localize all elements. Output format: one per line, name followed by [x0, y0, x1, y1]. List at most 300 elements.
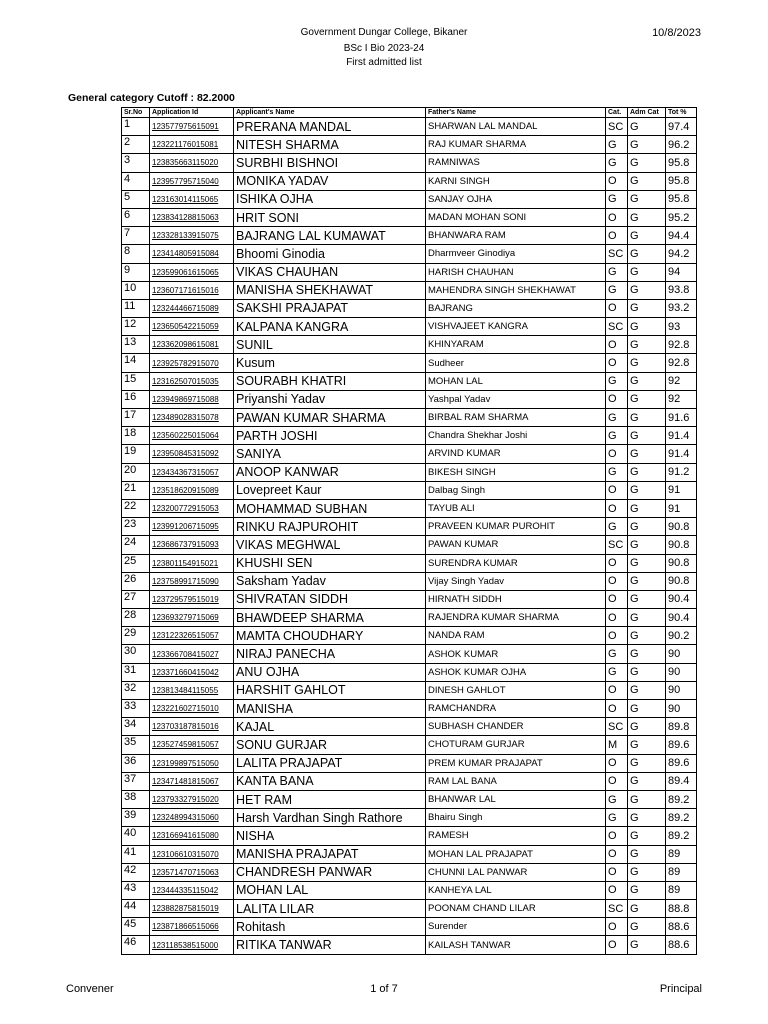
cell-total-percent: 91.6 [666, 409, 697, 427]
cell-application-id: 123577975615091 [150, 118, 234, 136]
cell-application-id: 123650542215059 [150, 318, 234, 336]
cell-applicant-name: ANOOP KANWAR [234, 463, 426, 481]
cell-application-id: 123200772915053 [150, 499, 234, 517]
cell-category: O [606, 481, 628, 499]
cell-application-id: 123607171615016 [150, 281, 234, 299]
cell-applicant-name: NISHA [234, 827, 426, 845]
table-row [122, 863, 697, 881]
cell-application-id: 123834128815063 [150, 208, 234, 226]
cell-total-percent: 97.4 [666, 118, 697, 136]
cell-total-percent: 89.4 [666, 772, 697, 790]
cell-category: G [606, 790, 628, 808]
cell-total-percent: 93.8 [666, 281, 697, 299]
cell-srno: 39 [122, 809, 150, 827]
cell-father-name: CHOTURAM GURJAR [426, 736, 606, 754]
cell-adm-category: G [628, 863, 666, 881]
cell-total-percent: 94 [666, 263, 697, 281]
page-number: 1 of 7 [370, 983, 398, 995]
cell-applicant-name: SANIYA [234, 445, 426, 463]
table-row [122, 700, 697, 718]
cell-father-name: SHARWAN LAL MANDAL [426, 118, 606, 136]
cell-applicant-name: HRIT SONI [234, 208, 426, 226]
table-row [122, 390, 697, 408]
cell-total-percent: 89.6 [666, 754, 697, 772]
table-row [122, 809, 697, 827]
cell-category: SC [606, 245, 628, 263]
cell-adm-category: G [628, 299, 666, 317]
cell-applicant-name: NITESH SHARMA [234, 136, 426, 154]
cell-application-id: 123166941615080 [150, 827, 234, 845]
cell-applicant-name: KHUSHI SEN [234, 554, 426, 572]
cell-applicant-name: BAJRANG LAL KUMAWAT [234, 227, 426, 245]
cell-total-percent: 89 [666, 881, 697, 899]
cell-srno: 32 [122, 681, 150, 699]
cell-category: O [606, 700, 628, 718]
cell-applicant-name: Priyanshi Yadav [234, 390, 426, 408]
cell-adm-category: G [628, 154, 666, 172]
cell-father-name: DINESH GAHLOT [426, 681, 606, 699]
table-row [122, 190, 697, 208]
table-row [122, 354, 697, 372]
cell-total-percent: 96.2 [666, 136, 697, 154]
cell-category: O [606, 499, 628, 517]
table-row [122, 900, 697, 918]
cell-total-percent: 95.8 [666, 154, 697, 172]
cell-application-id: 123162507015035 [150, 372, 234, 390]
cell-category: O [606, 863, 628, 881]
cell-application-id: 123366708415027 [150, 645, 234, 663]
table-row [122, 372, 697, 390]
cell-father-name: SUBHASH CHANDER [426, 718, 606, 736]
list-title: First admitted list [346, 57, 422, 68]
col-header-total-percent: Tot % [666, 108, 697, 118]
cell-application-id: 123957795715040 [150, 172, 234, 190]
cell-category: G [606, 372, 628, 390]
cell-category: SC [606, 118, 628, 136]
cell-applicant-name: Harsh Vardhan Singh Rathore [234, 809, 426, 827]
cell-father-name: RAMCHANDRA [426, 700, 606, 718]
cell-adm-category: G [628, 518, 666, 536]
cell-total-percent: 92 [666, 390, 697, 408]
cell-applicant-name: VIKAS MEGHWAL [234, 536, 426, 554]
cell-adm-category: G [628, 536, 666, 554]
cell-adm-category: G [628, 772, 666, 790]
cell-applicant-name: MOHAN LAL [234, 881, 426, 899]
cell-category: G [606, 663, 628, 681]
table-row [122, 554, 697, 572]
cell-category: G [606, 154, 628, 172]
cell-applicant-name: MAMTA CHOUDHARY [234, 627, 426, 645]
cell-father-name: BHANWAR LAL [426, 790, 606, 808]
table-row [122, 772, 697, 790]
cell-srno: 24 [122, 536, 150, 554]
cell-srno: 29 [122, 627, 150, 645]
cell-application-id: 123835663115020 [150, 154, 234, 172]
table-row [122, 609, 697, 627]
cell-applicant-name: MOHAMMAD SUBHAN [234, 499, 426, 517]
cell-applicant-name: MANISHA [234, 700, 426, 718]
cell-applicant-name: KAJAL [234, 718, 426, 736]
cell-srno: 14 [122, 354, 150, 372]
cell-application-id: 123244466715089 [150, 299, 234, 317]
cell-adm-category: G [628, 609, 666, 627]
cell-applicant-name: HARSHIT GAHLOT [234, 681, 426, 699]
cell-category: O [606, 554, 628, 572]
cell-srno: 2 [122, 136, 150, 154]
cell-applicant-name: Rohitash [234, 918, 426, 936]
cell-father-name: HARISH CHAUHAN [426, 263, 606, 281]
cell-father-name: Bhairu Singh [426, 809, 606, 827]
cell-application-id: 123686737915093 [150, 536, 234, 554]
cell-total-percent: 95.8 [666, 190, 697, 208]
college-title: Government Dungar College, Bikaner [300, 27, 468, 38]
cell-application-id: 123221602715010 [150, 700, 234, 718]
cell-category: O [606, 208, 628, 226]
cell-srno: 30 [122, 645, 150, 663]
cell-srno: 17 [122, 409, 150, 427]
cell-category: G [606, 463, 628, 481]
table-row [122, 754, 697, 772]
cell-applicant-name: HET RAM [234, 790, 426, 808]
cell-total-percent: 92.8 [666, 336, 697, 354]
cell-father-name: RAM LAL BANA [426, 772, 606, 790]
cell-father-name: ASHOK KUMAR [426, 645, 606, 663]
cell-category: O [606, 881, 628, 899]
cell-total-percent: 90.4 [666, 590, 697, 608]
cell-application-id: 123560225015064 [150, 427, 234, 445]
cell-total-percent: 91.2 [666, 463, 697, 481]
cell-srno: 45 [122, 918, 150, 936]
table-body [122, 118, 697, 955]
cell-adm-category: G [628, 409, 666, 427]
cell-application-id: 123991206715095 [150, 518, 234, 536]
cell-category: SC [606, 318, 628, 336]
cell-father-name: KARNI SINGH [426, 172, 606, 190]
cell-category: G [606, 409, 628, 427]
cell-application-id: 123471481815067 [150, 772, 234, 790]
cell-applicant-name: SURBHI BISHNOI [234, 154, 426, 172]
cell-father-name: BIRBAL RAM SHARMA [426, 409, 606, 427]
cell-srno: 22 [122, 499, 150, 517]
cell-father-name: Dharmveer Ginodiya [426, 245, 606, 263]
cell-srno: 44 [122, 900, 150, 918]
cell-total-percent: 90 [666, 681, 697, 699]
cell-application-id: 123199897515050 [150, 754, 234, 772]
cell-application-id: 123221176015081 [150, 136, 234, 154]
cell-applicant-name: MONIKA YADAV [234, 172, 426, 190]
cell-applicant-name: SHIVRATAN SIDDH [234, 590, 426, 608]
cell-application-id: 123729579515019 [150, 590, 234, 608]
cell-father-name: Sudheer [426, 354, 606, 372]
cell-adm-category: G [628, 845, 666, 863]
cell-father-name: BAJRANG [426, 299, 606, 317]
cell-father-name: Vijay Singh Yadav [426, 572, 606, 590]
cell-total-percent: 94.2 [666, 245, 697, 263]
cell-category: O [606, 681, 628, 699]
cell-adm-category: G [628, 354, 666, 372]
cell-category: G [606, 136, 628, 154]
cell-application-id: 123328133915075 [150, 227, 234, 245]
cell-total-percent: 95.2 [666, 208, 697, 226]
cell-srno: 4 [122, 172, 150, 190]
cell-category: SC [606, 536, 628, 554]
footer-convener: Convener [66, 983, 114, 995]
cell-total-percent: 90.8 [666, 518, 697, 536]
cell-application-id: 123758991715090 [150, 572, 234, 590]
cell-total-percent: 90 [666, 645, 697, 663]
cell-applicant-name: SONU GURJAR [234, 736, 426, 754]
cell-father-name: MOHAN LAL [426, 372, 606, 390]
cell-srno: 10 [122, 281, 150, 299]
cell-father-name: PRAVEEN KUMAR PUROHIT [426, 518, 606, 536]
cell-applicant-name: ISHIKA OJHA [234, 190, 426, 208]
cell-srno: 33 [122, 700, 150, 718]
table-row [122, 318, 697, 336]
cell-adm-category: G [628, 718, 666, 736]
cell-father-name: KANHEYA LAL [426, 881, 606, 899]
cell-father-name: MADAN MOHAN SONI [426, 208, 606, 226]
cell-application-id: 123599061615065 [150, 263, 234, 281]
cell-srno: 21 [122, 481, 150, 499]
table-row [122, 518, 697, 536]
admission-table [121, 107, 697, 955]
cell-father-name: CHUNNI LAL PANWAR [426, 863, 606, 881]
cell-total-percent: 88.6 [666, 918, 697, 936]
cell-application-id: 123571470715063 [150, 863, 234, 881]
cell-srno: 27 [122, 590, 150, 608]
cell-applicant-name: KANTA BANA [234, 772, 426, 790]
cell-application-id: 123882875815019 [150, 900, 234, 918]
cell-srno: 41 [122, 845, 150, 863]
cell-srno: 25 [122, 554, 150, 572]
table-row [122, 736, 697, 754]
cell-application-id: 123163014115065 [150, 190, 234, 208]
cell-father-name: KHINYARAM [426, 336, 606, 354]
col-header-adm-category: Adm Cat [628, 108, 666, 118]
table-row [122, 281, 697, 299]
cell-application-id: 123362098615081 [150, 336, 234, 354]
cell-total-percent: 90.8 [666, 554, 697, 572]
cell-father-name: MAHENDRA SINGH SHEKHAWAT [426, 281, 606, 299]
cell-total-percent: 89.8 [666, 718, 697, 736]
cell-total-percent: 94.4 [666, 227, 697, 245]
cell-adm-category: G [628, 136, 666, 154]
cell-category: O [606, 390, 628, 408]
col-header-application-id: Application Id [150, 108, 234, 118]
cell-applicant-name: SOURABH KHATRI [234, 372, 426, 390]
table-row [122, 590, 697, 608]
cell-father-name: POONAM CHAND LILAR [426, 900, 606, 918]
table-row [122, 336, 697, 354]
cell-srno: 34 [122, 718, 150, 736]
col-header-applicant-name: Applicant's Name [234, 108, 426, 118]
table-row [122, 245, 697, 263]
cell-srno: 13 [122, 336, 150, 354]
cell-total-percent: 90.8 [666, 572, 697, 590]
cell-srno: 43 [122, 881, 150, 899]
cell-total-percent: 91.4 [666, 445, 697, 463]
cell-applicant-name: BHAWDEEP SHARMA [234, 609, 426, 627]
cell-category: SC [606, 900, 628, 918]
cell-applicant-name: ANU OJHA [234, 663, 426, 681]
table-row [122, 118, 697, 136]
cell-total-percent: 89.2 [666, 809, 697, 827]
cell-adm-category: G [628, 736, 666, 754]
cell-adm-category: G [628, 390, 666, 408]
cell-father-name: Dalbag Singh [426, 481, 606, 499]
cell-father-name: ASHOK KUMAR OJHA [426, 663, 606, 681]
table-row [122, 663, 697, 681]
cell-adm-category: G [628, 645, 666, 663]
cell-category: G [606, 518, 628, 536]
cell-category: O [606, 590, 628, 608]
cell-applicant-name: Bhoomi Ginodia [234, 245, 426, 263]
cell-application-id: 123118538515000 [150, 936, 234, 954]
table-row [122, 227, 697, 245]
cell-category: O [606, 772, 628, 790]
table-row [122, 263, 697, 281]
cell-category: O [606, 918, 628, 936]
col-header-category: Cat. [606, 108, 628, 118]
cell-father-name: KAILASH TANWAR [426, 936, 606, 954]
table-row [122, 790, 697, 808]
cell-srno: 18 [122, 427, 150, 445]
cell-category: O [606, 627, 628, 645]
cell-srno: 5 [122, 190, 150, 208]
cell-applicant-name: PRERANA MANDAL [234, 118, 426, 136]
table-row [122, 645, 697, 663]
cell-category: O [606, 354, 628, 372]
cell-srno: 38 [122, 790, 150, 808]
cell-total-percent: 93.2 [666, 299, 697, 317]
cell-father-name: RAMNIWAS [426, 154, 606, 172]
cell-applicant-name: MANISHA SHEKHAWAT [234, 281, 426, 299]
cell-adm-category: G [628, 245, 666, 263]
cell-total-percent: 92.8 [666, 354, 697, 372]
table-row [122, 481, 697, 499]
cell-category: O [606, 227, 628, 245]
cell-category: SC [606, 718, 628, 736]
cell-adm-category: G [628, 463, 666, 481]
cell-father-name: BIKESH SINGH [426, 463, 606, 481]
cell-category: G [606, 645, 628, 663]
document-date: 10/8/2023 [652, 27, 701, 39]
cell-srno: 42 [122, 863, 150, 881]
cell-application-id: 123871866515066 [150, 918, 234, 936]
cell-adm-category: G [628, 918, 666, 936]
table-row [122, 627, 697, 645]
cell-adm-category: G [628, 318, 666, 336]
cell-adm-category: G [628, 936, 666, 954]
cell-total-percent: 89.2 [666, 827, 697, 845]
cell-father-name: HIRNATH SIDDH [426, 590, 606, 608]
cell-srno: 11 [122, 299, 150, 317]
table-row [122, 427, 697, 445]
cell-srno: 28 [122, 609, 150, 627]
cell-category: G [606, 427, 628, 445]
cell-adm-category: G [628, 827, 666, 845]
cell-srno: 26 [122, 572, 150, 590]
cell-category: O [606, 445, 628, 463]
cell-father-name: Surender [426, 918, 606, 936]
cell-father-name: PREM KUMAR PRAJAPAT [426, 754, 606, 772]
cell-father-name: SURENDRA KUMAR [426, 554, 606, 572]
cell-adm-category: G [628, 881, 666, 899]
cell-adm-category: G [628, 790, 666, 808]
cell-srno: 46 [122, 936, 150, 954]
cell-srno: 35 [122, 736, 150, 754]
cell-total-percent: 91 [666, 499, 697, 517]
cell-category: O [606, 754, 628, 772]
cell-category: G [606, 281, 628, 299]
cell-adm-category: G [628, 118, 666, 136]
cell-father-name: RAJENDRA KUMAR SHARMA [426, 609, 606, 627]
cell-total-percent: 89.2 [666, 790, 697, 808]
cell-category: O [606, 936, 628, 954]
cell-srno: 20 [122, 463, 150, 481]
cell-application-id: 123444335115042 [150, 881, 234, 899]
table-header-row [122, 108, 697, 118]
cell-application-id: 123527459815057 [150, 736, 234, 754]
cell-application-id: 123793327915020 [150, 790, 234, 808]
cell-adm-category: G [628, 190, 666, 208]
table-row [122, 463, 697, 481]
cell-srno: 9 [122, 263, 150, 281]
cell-total-percent: 88.8 [666, 900, 697, 918]
cell-adm-category: G [628, 809, 666, 827]
table-row [122, 172, 697, 190]
course-title: BSc I Bio 2023-24 [343, 43, 425, 54]
cell-father-name: MOHAN LAL PRAJAPAT [426, 845, 606, 863]
cell-total-percent: 95.8 [666, 172, 697, 190]
cell-adm-category: G [628, 263, 666, 281]
table-row [122, 918, 697, 936]
cutoff-label: General category Cutoff : 82.2000 [68, 92, 235, 104]
cell-adm-category: G [628, 572, 666, 590]
cell-father-name: PAWAN KUMAR [426, 536, 606, 554]
cell-total-percent: 91 [666, 481, 697, 499]
cell-srno: 40 [122, 827, 150, 845]
cell-application-id: 123518620915089 [150, 481, 234, 499]
cell-adm-category: G [628, 445, 666, 463]
cell-application-id: 123248994315060 [150, 809, 234, 827]
cell-adm-category: G [628, 700, 666, 718]
cell-category: G [606, 263, 628, 281]
cell-adm-category: G [628, 281, 666, 299]
cell-application-id: 123122326515057 [150, 627, 234, 645]
cell-srno: 1 [122, 118, 150, 136]
cell-applicant-name: NIRAJ PANECHA [234, 645, 426, 663]
table-row [122, 845, 697, 863]
table-row [122, 299, 697, 317]
cell-category: G [606, 809, 628, 827]
cell-application-id: 123949869715088 [150, 390, 234, 408]
cell-category: O [606, 336, 628, 354]
cell-adm-category: G [628, 336, 666, 354]
cell-father-name: Yashpal Yadav [426, 390, 606, 408]
cell-application-id: 123489028315078 [150, 409, 234, 427]
table-row [122, 827, 697, 845]
cell-application-id: 123950845315092 [150, 445, 234, 463]
table-row [122, 208, 697, 226]
cell-adm-category: G [628, 227, 666, 245]
footer-principal: Principal [659, 983, 702, 995]
cell-srno: 37 [122, 772, 150, 790]
cell-srno: 16 [122, 390, 150, 408]
cell-application-id: 123703187815016 [150, 718, 234, 736]
cell-srno: 12 [122, 318, 150, 336]
cell-category: O [606, 609, 628, 627]
